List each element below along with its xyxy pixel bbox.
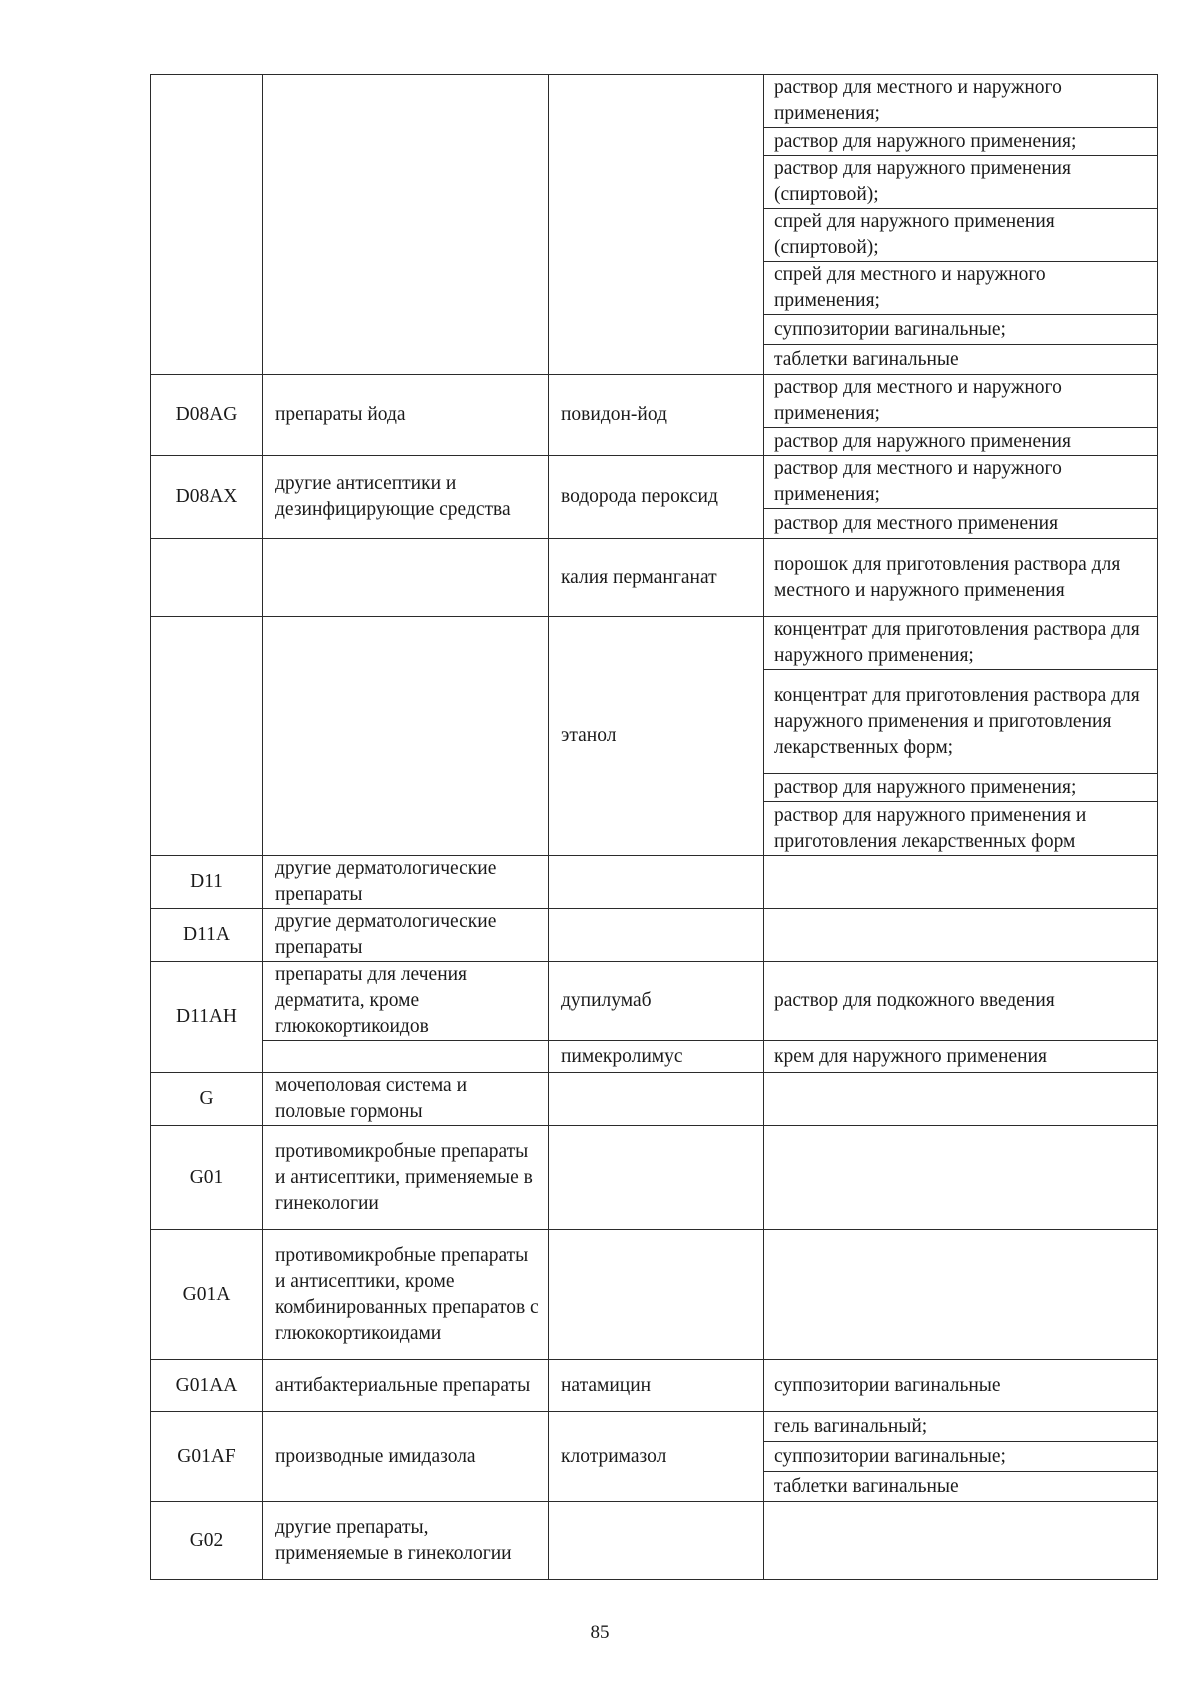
- drug-name-cell: натамицин: [549, 1360, 764, 1412]
- dosage-form-cell: спрей для местного и наружного применения;: [764, 262, 1158, 315]
- dosage-form-cell: спрей для наружного применения (спиртовой);: [764, 209, 1158, 262]
- dosage-form-cell: концентрат для приготовления раствора для наружного применения;: [764, 617, 1158, 670]
- group-cell: [263, 1041, 549, 1073]
- atc-code-cell: G01AF: [151, 1412, 263, 1502]
- group-cell: другие препараты, применяемые в гинекологии: [263, 1502, 549, 1580]
- atc-code-cell: G01A: [151, 1230, 263, 1360]
- dosage-form-cell: раствор для местного и наружного применения;: [764, 375, 1158, 428]
- group-cell: другие дерматологические препараты: [263, 856, 549, 909]
- dosage-form-cell: раствор для наружного применения и приготовления лекарственных форм: [764, 802, 1158, 856]
- table-row: [151, 539, 1158, 617]
- group-cell: препараты для лечения дерматита, кроме глюкокортикоидов: [263, 962, 549, 1041]
- atc-code-cell: [151, 617, 263, 856]
- group-cell: противомикробные препараты и антисептики, кроме комбинированных препаратов с глюкокортикоидами: [263, 1230, 549, 1360]
- table-row: [151, 1126, 1158, 1230]
- group-cell: другие антисептики и дезинфицирующие средства: [263, 456, 549, 539]
- atc-code-cell: [151, 539, 263, 617]
- drug-name-cell: [549, 1073, 764, 1126]
- drug-name-cell: водорода пероксид: [549, 456, 764, 539]
- atc-code-cell: D11A: [151, 909, 263, 962]
- atc-code-cell: G01: [151, 1126, 263, 1230]
- table-row: [151, 617, 1158, 670]
- group-cell: антибактериальные препараты: [263, 1360, 549, 1412]
- drug-name-cell: [549, 909, 764, 962]
- drug-name-cell: калия перманганат: [549, 539, 764, 617]
- dosage-form-cell: гель вагинальный;: [764, 1412, 1158, 1442]
- group-cell: препараты йода: [263, 375, 549, 456]
- table-row: [151, 1041, 1158, 1073]
- group-cell: другие дерматологические препараты: [263, 909, 549, 962]
- atc-code-cell: D11: [151, 856, 263, 909]
- drug-name-cell: [549, 1126, 764, 1230]
- group-cell: мочеполовая система и половые гормоны: [263, 1073, 549, 1126]
- atc-code-cell: [151, 75, 263, 375]
- group-cell: противомикробные препараты и антисептики, применяемые в гинекологии: [263, 1126, 549, 1230]
- table-row: [151, 962, 1158, 1041]
- dosage-form-cell: крем для наружного применения: [764, 1041, 1158, 1073]
- dosage-form-cell: таблетки вагинальные: [764, 1472, 1158, 1502]
- atc-code-cell: G: [151, 1073, 263, 1126]
- dosage-form-cell: [764, 1126, 1158, 1230]
- group-cell: [263, 617, 549, 856]
- drug-name-cell: [549, 1502, 764, 1580]
- atc-code-cell: G01AA: [151, 1360, 263, 1412]
- dosage-form-cell: раствор для местного и наружного применения;: [764, 456, 1158, 509]
- dosage-form-cell: раствор для местного применения: [764, 509, 1158, 539]
- dosage-form-cell: раствор для наружного применения;: [764, 774, 1158, 802]
- dosage-form-cell: раствор для наружного применения;: [764, 128, 1158, 156]
- drug-name-cell: пимекролимус: [549, 1041, 764, 1073]
- drug-name-cell: [549, 856, 764, 909]
- drug-name-cell: этанол: [549, 617, 764, 856]
- drug-name-cell: повидон-йод: [549, 375, 764, 456]
- dosage-form-cell: раствор для наружного применения (спиртовой);: [764, 156, 1158, 209]
- atc-code-cell: D11AH: [151, 962, 263, 1073]
- group-cell: производные имидазола: [263, 1412, 549, 1502]
- table-row: [151, 1073, 1158, 1126]
- table-row: [151, 456, 1158, 509]
- dosage-form-cell: суппозитории вагинальные;: [764, 1442, 1158, 1472]
- table-row: [151, 375, 1158, 428]
- dosage-form-cell: суппозитории вагинальные;: [764, 315, 1158, 345]
- page-number: 85: [590, 1622, 610, 1643]
- group-cell: [263, 75, 549, 375]
- table-row: [151, 909, 1158, 962]
- dosage-form-cell: раствор для наружного применения: [764, 428, 1158, 456]
- dosage-form-cell: [764, 1230, 1158, 1360]
- dosage-form-cell: [764, 856, 1158, 909]
- dosage-form-cell: концентрат для приготовления раствора для наружного применения и приготовления лекарственных форм;: [764, 670, 1158, 774]
- table-row: [151, 1502, 1158, 1580]
- table-row: [151, 1360, 1158, 1412]
- atc-code-cell: G02: [151, 1502, 263, 1580]
- table-row: [151, 1230, 1158, 1360]
- dosage-form-cell: раствор для подкожного введения: [764, 962, 1158, 1041]
- drug-name-cell: [549, 75, 764, 375]
- dosage-form-cell: [764, 909, 1158, 962]
- dosage-form-cell: порошок для приготовления раствора для местного и наружного применения: [764, 539, 1158, 617]
- table-row: [151, 856, 1158, 909]
- table-row: [151, 1412, 1158, 1442]
- dosage-form-cell: суппозитории вагинальные: [764, 1360, 1158, 1412]
- dosage-form-cell: [764, 1073, 1158, 1126]
- medicines-table: [150, 74, 1158, 1580]
- dosage-form-cell: таблетки вагинальные: [764, 345, 1158, 375]
- atc-code-cell: D08AG: [151, 375, 263, 456]
- atc-code-cell: D08AX: [151, 456, 263, 539]
- table-row: [151, 75, 1158, 128]
- group-cell: [263, 539, 549, 617]
- drug-name-cell: дупилумаб: [549, 962, 764, 1041]
- dosage-form-cell: раствор для местного и наружного применения;: [764, 75, 1158, 128]
- dosage-form-cell: [764, 1502, 1158, 1580]
- drug-name-cell: [549, 1230, 764, 1360]
- drug-name-cell: клотримазол: [549, 1412, 764, 1502]
